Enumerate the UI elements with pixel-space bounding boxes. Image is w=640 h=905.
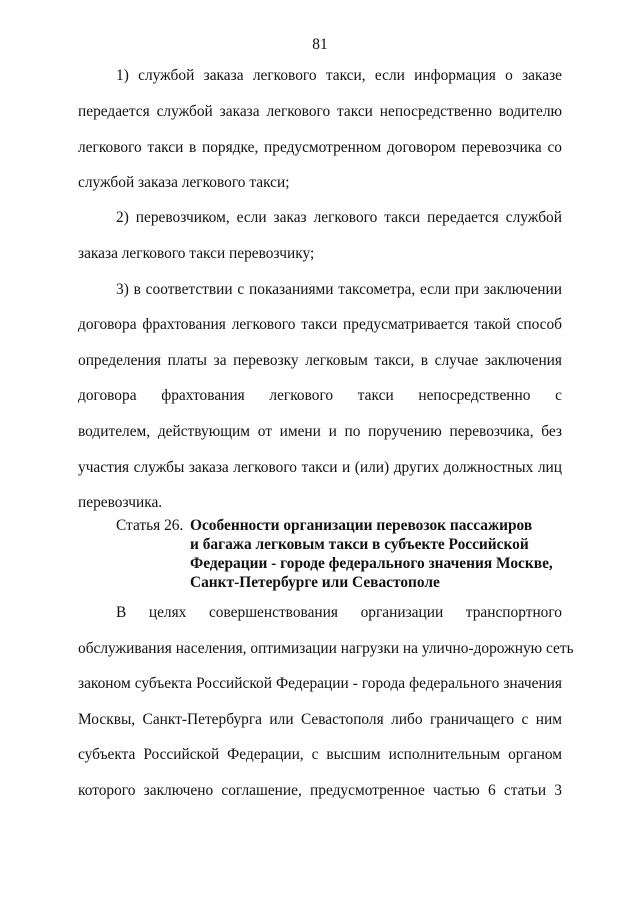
body-line-2: обслуживания населения, оптимизации нагрузки на улично-дорожную сеть xyxy=(78,640,574,657)
paragraph-3-line-5: водителем, действующим от имени и по поручению перевозчика, без xyxy=(78,423,562,440)
article-title-line-2: и багажа легковым такси в субъекте Российской xyxy=(190,536,529,553)
paragraph-3-line-1: 3) в соответствии с показаниями таксометра, если при заключении xyxy=(116,281,562,298)
article-title-line-4: Санкт-Петербурге или Севастополе xyxy=(190,574,440,591)
article-title xyxy=(190,516,570,592)
body-line-1: В целях совершенствования организации транспортного xyxy=(116,604,562,621)
paragraph-1-line-3: легкового такси в порядке, предусмотренном договором перевозчика со xyxy=(78,139,562,156)
paragraph-3-line-3: определения платы за перевозку легковым такси, в случае заключения xyxy=(78,352,562,369)
paragraph-3-line-2: договора фрахтования легкового такси предусматривается такой способ xyxy=(78,316,562,333)
paragraph-1-line-4: службой заказа легкового такси; xyxy=(78,174,290,191)
page-number: 81 xyxy=(312,36,328,53)
article-title-line-3: Федерации - городе федерального значения Москве, xyxy=(190,555,553,572)
article-title-line-1: Особенности организации перевозок пассажиров xyxy=(190,517,533,534)
body-line-5: субъекта Российской Федерации, с высшим исполнительным органом xyxy=(78,746,562,763)
body-line-4: Москвы, Санкт-Петербурга или Севастополя либо граничащего с ним xyxy=(78,711,562,728)
paragraph-1-line-2: передается службой заказа легкового такси непосредственно водителю xyxy=(78,103,562,120)
article-label: Статья 26. xyxy=(116,517,184,534)
paragraph-2-line-2: заказа легкового такси перевозчику; xyxy=(78,245,315,262)
body-line-6: которого заключено соглашение, предусмотренное частью 6 статьи 3 xyxy=(78,782,562,799)
paragraph-1-line-1: 1) службой заказа легкового такси, если информация о заказе xyxy=(116,67,562,84)
paragraph-3-line-6: участия службы заказа легкового такси и (или) других должностных лиц xyxy=(78,459,562,476)
paragraph-3-line-4: договора фрахтования легкового такси непосредственно с xyxy=(78,387,562,404)
body-line-3: законом субъекта Российской Федерации - города федерального значения xyxy=(78,675,562,692)
paragraph-2-line-1: 2) перевозчиком, если заказ легкового такси передается службой xyxy=(116,209,562,226)
paragraph-3-line-7: перевозчика. xyxy=(78,494,163,511)
